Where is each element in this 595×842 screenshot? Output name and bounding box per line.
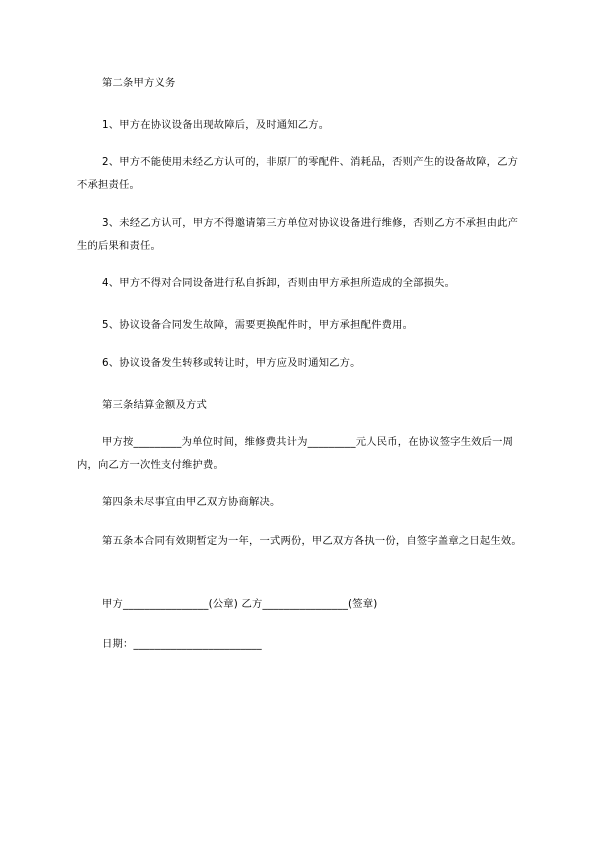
- article-3-heading: 第三条结算金额及方式: [102, 399, 207, 411]
- article-2-item-1: 1、甲方在协议设备出现故障后，及时通知乙方。: [102, 119, 330, 131]
- article-2-item-5: 5、协议设备合同发生故障，需要更换配件时，甲方承担配件费用。: [102, 319, 414, 331]
- article-2-item-4: 4、甲方不得对合同设备进行私自拆卸，否则由甲方承担所造成的全部损失。: [102, 277, 456, 289]
- article-4-text: 第四条未尽事宜由甲乙双方协商解决。: [102, 496, 281, 508]
- article-2-item-3: 3、未经乙方认可，甲方不得邀请第三方单位对协议设备进行维修，否则乙方不承担由此产生的后果和责任。: [77, 217, 519, 252]
- date-line: 日期：________________________: [102, 638, 262, 650]
- article-2-heading: 第二条甲方义务: [102, 77, 176, 89]
- article-3-text: 甲方按_________为单位时间，维修费共计为_________元人民币，在协议签字生效后一周内，向乙方一次性支付维护费。: [77, 436, 514, 471]
- signature-line: 甲方________________(公章) 乙方________________(签章): [102, 598, 378, 610]
- article-2-item-6: 6、协议设备发生转移或转让时，甲方应及时通知乙方。: [102, 357, 361, 369]
- article-5-text: 第五条本合同有效期暂定为一年，一式两份，甲乙双方各执一份，自签字盖章之日起生效。: [102, 535, 522, 547]
- article-2-item-2: 2、甲方不能使用未经乙方认可的，非原厂的零配件、消耗品，否则产生的设备故障，乙方不承担责任。: [77, 156, 519, 191]
